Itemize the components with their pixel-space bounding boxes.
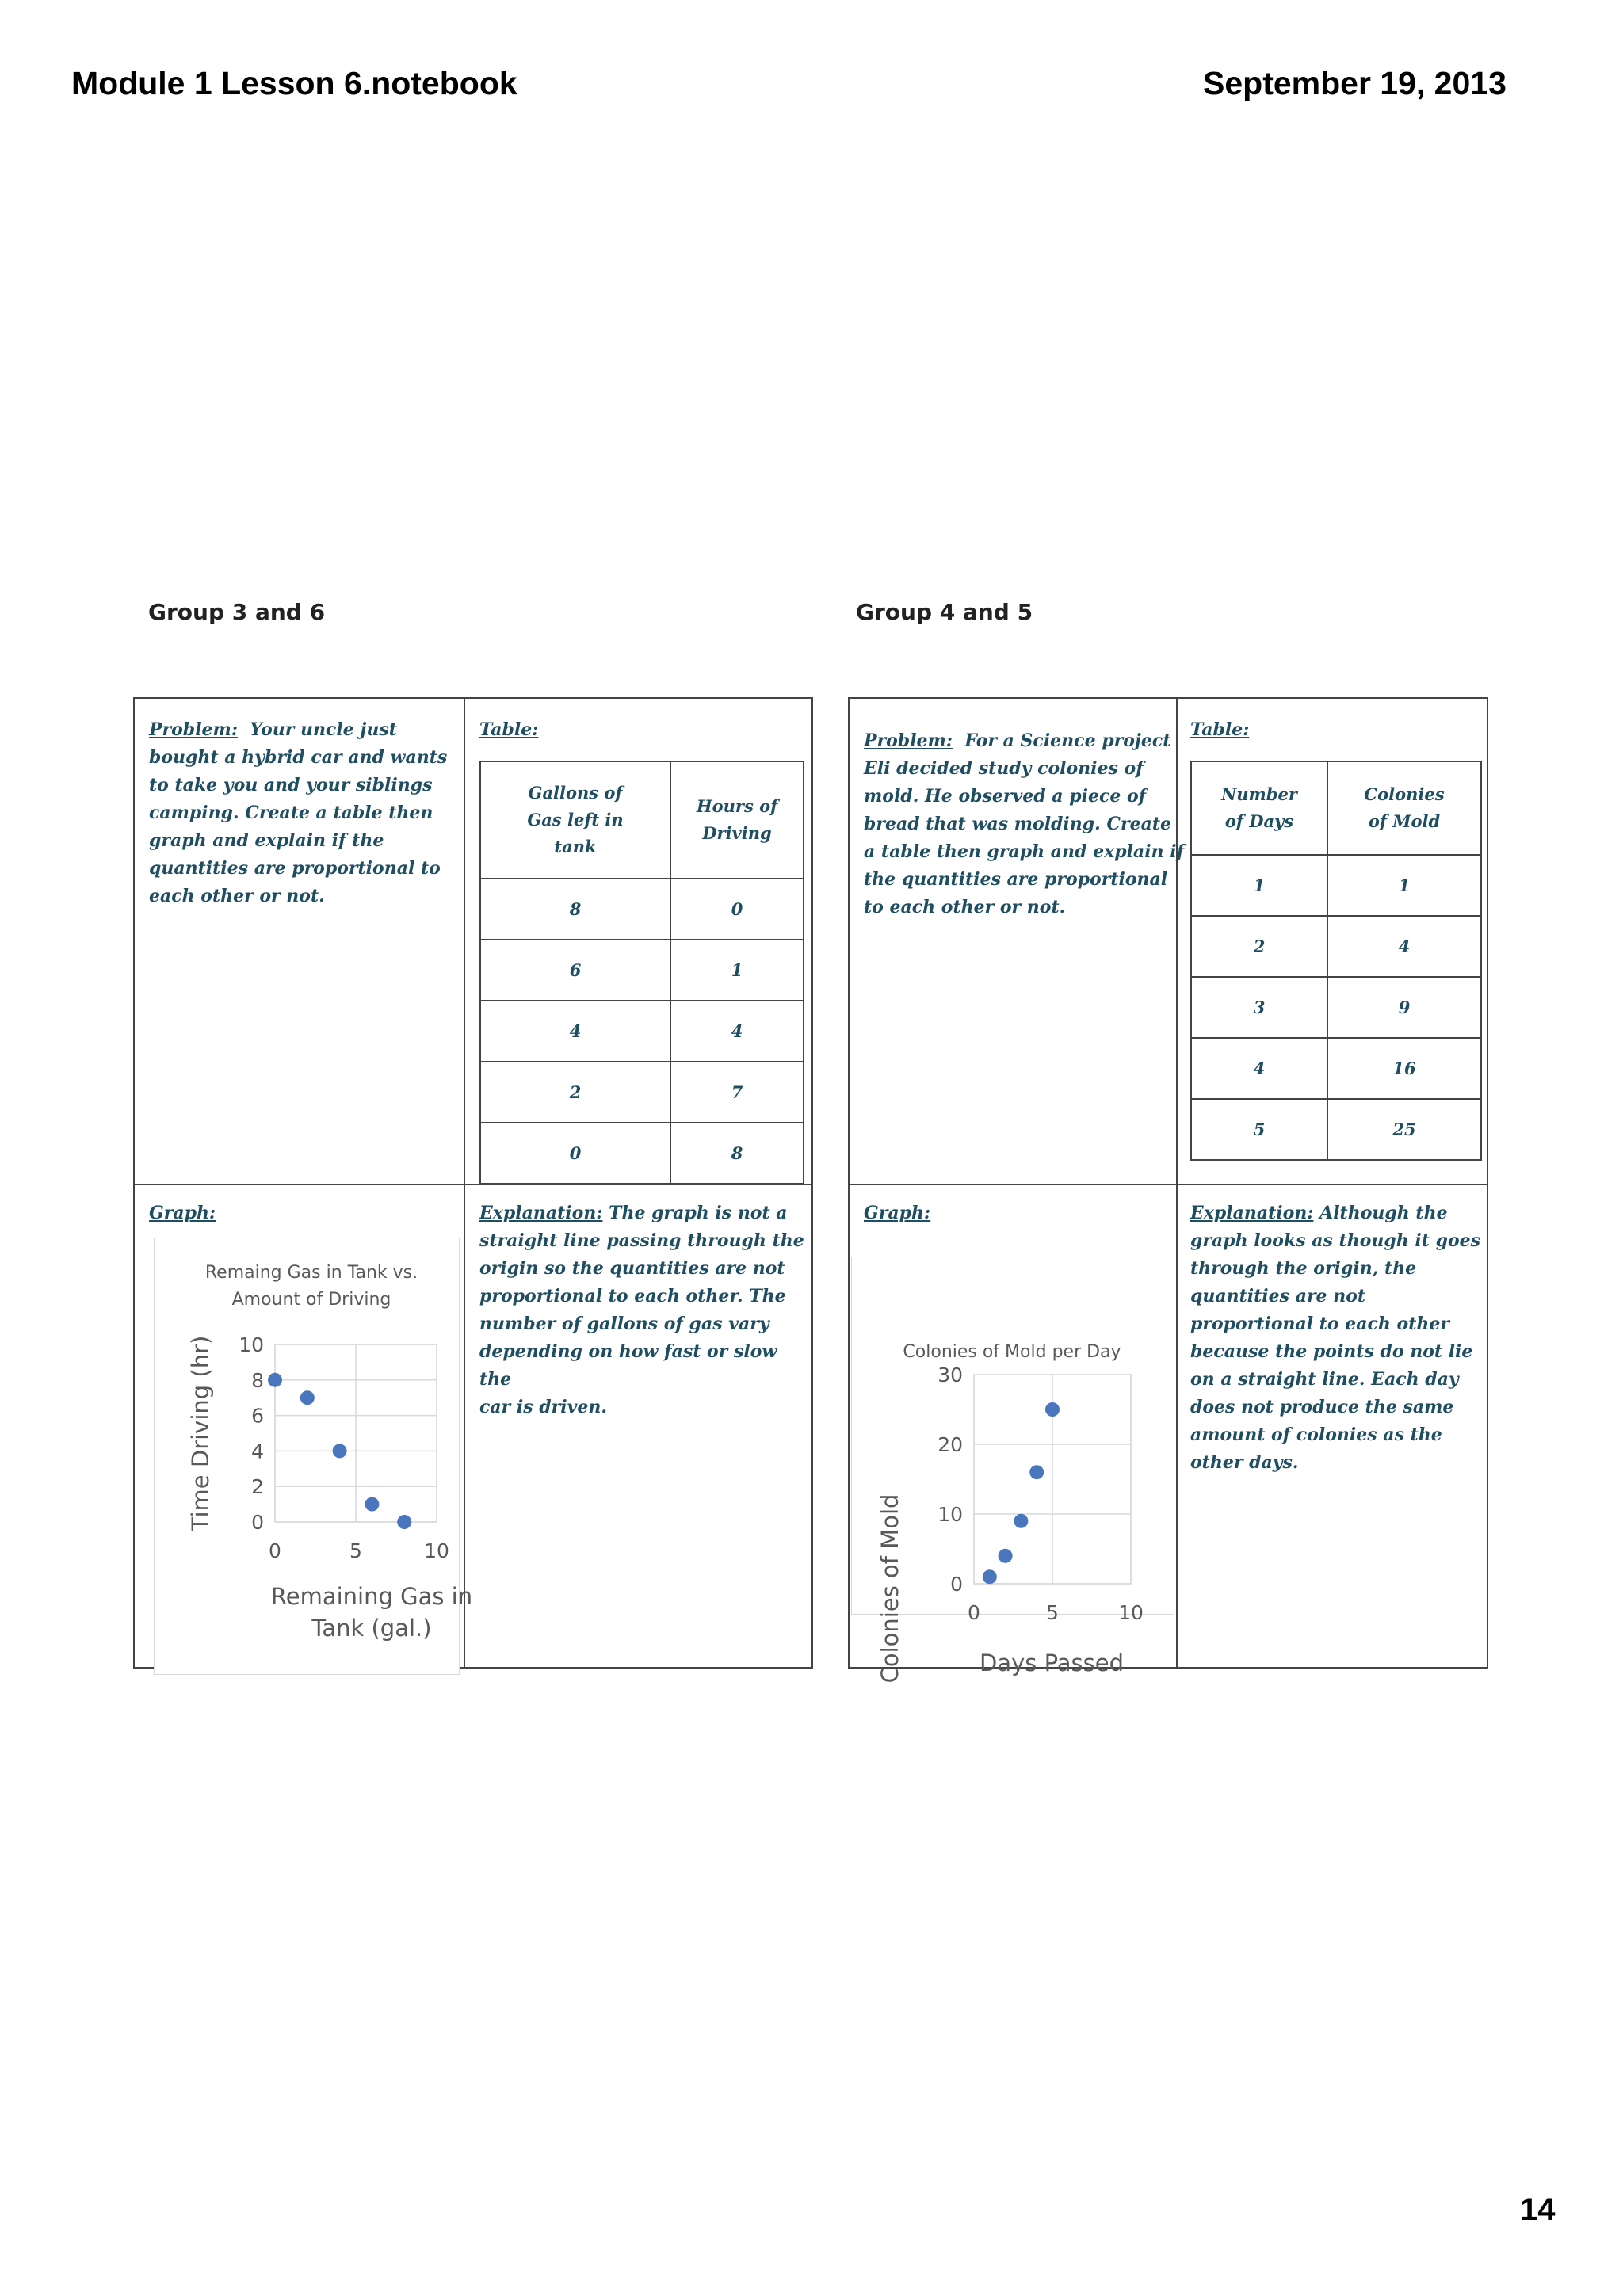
group2-explanation: Explanation: Although the graph looks as though it goes through the origin, the quantities are not proportional to each other because the points do not lie on a straight line. Each day does not produce the same amount of colonies as the other days. <box>1190 1203 1481 1473</box>
group2-chart <box>851 1257 1174 1684</box>
table-row: 2 7 <box>480 1062 804 1123</box>
table-row: 3 9 <box>1191 977 1481 1038</box>
chart-title: Amount of Driving <box>231 1290 391 1310</box>
group1-chart <box>154 1238 473 1675</box>
y-tick-label: 20 <box>938 1433 963 1456</box>
group1-worksheet <box>133 697 813 1669</box>
y-tick-label: 0 <box>251 1511 264 1534</box>
table-row: 6 1 <box>480 940 804 1001</box>
group1-explanation-label: Explanation: <box>479 1203 603 1223</box>
group1-problem: Problem: Your uncle just bought a hybrid car and wants to take you and your siblings camping. Create a table then graph and explain if the quantities are proportional to each other or not. <box>149 719 448 906</box>
x-tick-label: 5 <box>1046 1601 1059 1624</box>
group1-graph-label: Graph: <box>149 1203 216 1223</box>
data-point <box>1014 1514 1028 1528</box>
group1-problem-label: Problem: <box>149 719 238 740</box>
y-tick-label: 0 <box>950 1573 963 1596</box>
chart-title: Colonies of Mold per Day <box>903 1342 1121 1362</box>
y-tick-label: 30 <box>938 1363 963 1386</box>
group1-label: Group 3 and 6 <box>148 599 326 625</box>
chart-title: Remaing Gas in Tank vs. <box>204 1263 418 1283</box>
y-axis-label: Time Driving (hr) <box>187 1335 214 1531</box>
y-tick-label: 10 <box>938 1503 963 1526</box>
group2-worksheet <box>848 697 1488 1684</box>
table-row: 1 1 <box>1191 855 1481 916</box>
x-axis-label: Remaining Gas in <box>270 1583 473 1610</box>
group2-problem-label: Problem: <box>864 730 953 751</box>
group1-col1-header: Gallons of Gas left in tank <box>480 761 670 879</box>
group1-table <box>479 761 804 1184</box>
group2-explanation-label: Explanation: <box>1190 1203 1314 1223</box>
table-row: 4 16 <box>1191 1038 1481 1099</box>
group2-graph-label: Graph: <box>864 1203 931 1223</box>
data-point <box>1029 1465 1044 1479</box>
table-row: 0 8 <box>480 1123 804 1184</box>
x-tick-label: 5 <box>349 1539 362 1562</box>
table-row: 5 25 <box>1191 1099 1481 1160</box>
data-point <box>268 1373 282 1387</box>
x-tick-label: 0 <box>269 1539 281 1562</box>
group2-table-label: Table: <box>1190 719 1250 740</box>
table-row: 4 4 <box>480 1001 804 1062</box>
data-point <box>333 1444 347 1458</box>
document-date: September 19, 2013 <box>1203 65 1507 101</box>
group2-problem: Problem: For a Science project Eli decided study colonies of mold. He observed a piece of bread that was molding. Create a table then graph and explain if the quantities are proportional to each other or not. <box>864 730 1185 917</box>
data-point <box>300 1390 315 1405</box>
group2-col2-header: Colonies of Mold <box>1327 761 1481 855</box>
data-point <box>983 1569 997 1584</box>
group2-table <box>1190 761 1482 1161</box>
y-tick-label: 4 <box>251 1440 264 1463</box>
group1-table-label: Table: <box>479 719 539 740</box>
data-point <box>397 1515 411 1529</box>
x-tick-label: 10 <box>424 1539 449 1562</box>
y-tick-label: 8 <box>251 1368 264 1392</box>
x-axis-label: Days Passed <box>979 1650 1125 1676</box>
data-point <box>999 1549 1013 1563</box>
group2-chart-svg <box>852 1257 1174 1684</box>
group1-explanation: Explanation: The graph is not a straight line passing through the origin so the quantities are not proportional to each other. The number of gallons of gas vary depending on how fast or slow the car is driven. <box>479 1203 804 1417</box>
page-number: 14 <box>1520 2192 1556 2227</box>
group2-label: Group 4 and 5 <box>856 599 1033 625</box>
x-tick-label: 0 <box>968 1601 980 1624</box>
group1-chart-svg <box>155 1238 473 1674</box>
y-tick-label: 2 <box>251 1475 264 1499</box>
y-axis-label: Colonies of Mold <box>876 1493 903 1684</box>
y-tick-label: 6 <box>251 1404 264 1428</box>
group2-col1-header: Number of Days <box>1191 761 1327 855</box>
data-point <box>1045 1402 1060 1417</box>
document-title: Module 1 Lesson 6.notebook <box>71 65 517 101</box>
x-tick-label: 10 <box>1118 1601 1144 1624</box>
x-axis-label: Tank (gal.) <box>311 1615 432 1642</box>
table-row: 2 4 <box>1191 916 1481 977</box>
table-row: 8 0 <box>480 879 804 940</box>
y-tick-label: 10 <box>239 1333 264 1356</box>
data-point <box>365 1497 379 1512</box>
group1-col2-header: Hours of Driving <box>670 761 804 879</box>
